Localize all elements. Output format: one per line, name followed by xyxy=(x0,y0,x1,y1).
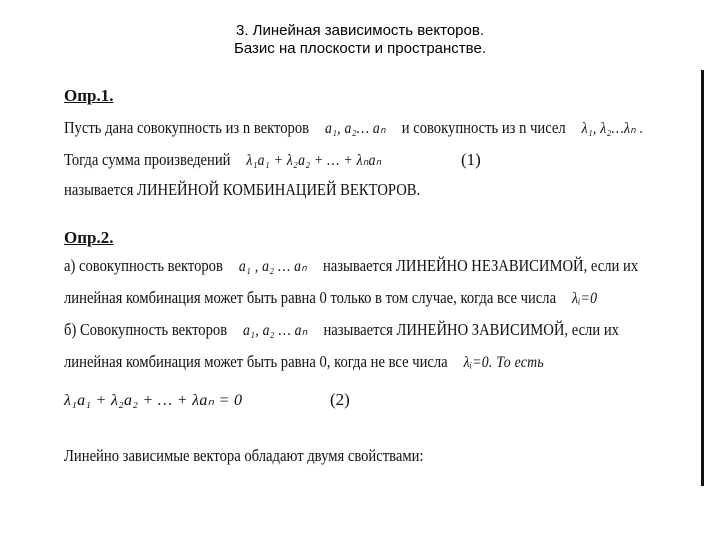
def2-eq-number: (2) xyxy=(330,390,350,409)
def2-b-vectors: a₁, a₂ … aₙ xyxy=(243,322,308,339)
def1-line2-text: Тогда сумма произведений xyxy=(64,150,231,169)
def1-vectors: a₁, a₂… aₙ xyxy=(324,120,386,137)
def1-line-3: называется ЛИНЕЙНОЙ КОМБИНАЦИЕЙ ВЕКТОРОВ. xyxy=(64,180,421,199)
footer-text: Линейно зависимые вектора обладают двумя свойствами: xyxy=(64,446,424,465)
def1-line1-text-a: Пусть дана совокупность из n векторов xyxy=(64,118,310,137)
def1-line-1 xyxy=(64,118,643,139)
def2-b-text-a: б) Совокупность векторов xyxy=(64,320,228,339)
def2-b-text-b: называется ЛИНЕЙНО ЗАВИСИМОЙ, если их xyxy=(323,320,619,339)
def2-a-line2-text: линейная комбинация может быть равна 0 только в том случае, когда все числа xyxy=(64,288,557,307)
def2-b-line-1 xyxy=(64,320,619,341)
def1-line-2 xyxy=(64,150,381,171)
def2-b-line-2 xyxy=(64,352,544,373)
def1-line1-text-b: и совокупность из n чисел xyxy=(401,118,566,137)
def2-a-line-1 xyxy=(64,256,638,277)
def1-numbers: λ₁, λ₂…λₙ . xyxy=(581,120,644,137)
page-edge-line xyxy=(701,70,704,486)
def2-heading: Опр.2. xyxy=(64,228,114,247)
def2-a-condition: λᵢ=0 xyxy=(571,290,598,307)
slide-title-line-1: 3. Линейная зависимость векторов. xyxy=(235,22,484,39)
def2-b-formula-line xyxy=(64,390,242,411)
slide-title-line-2: Базис на плоскости и пространстве. xyxy=(234,40,486,57)
def1-formula: λ₁a₁ + λ₂a₂ + … + λₙaₙ xyxy=(246,152,382,169)
def2-a-vectors: a₁ , a₂ … aₙ xyxy=(238,258,308,275)
def2-b-formula: λ₁a₁ + λ₂a₂ + … + λaₙ = 0 xyxy=(64,392,243,409)
document-scan xyxy=(64,80,694,490)
def1-eq-number: (1) xyxy=(461,150,481,169)
def2-b-line2-text: линейная комбинация может быть равна 0, когда не все числа xyxy=(64,352,448,371)
def2-a-text-b: называется ЛИНЕЙНО НЕЗАВИСИМОЙ, если их xyxy=(322,256,639,275)
def2-b-condition: λᵢ=0. То есть xyxy=(463,354,544,371)
def1-heading: Опр.1. xyxy=(64,86,114,105)
slide-title xyxy=(0,22,720,58)
def2-a-line-2 xyxy=(64,288,597,309)
def2-a-text-a: а) совокупность векторов xyxy=(64,256,223,275)
